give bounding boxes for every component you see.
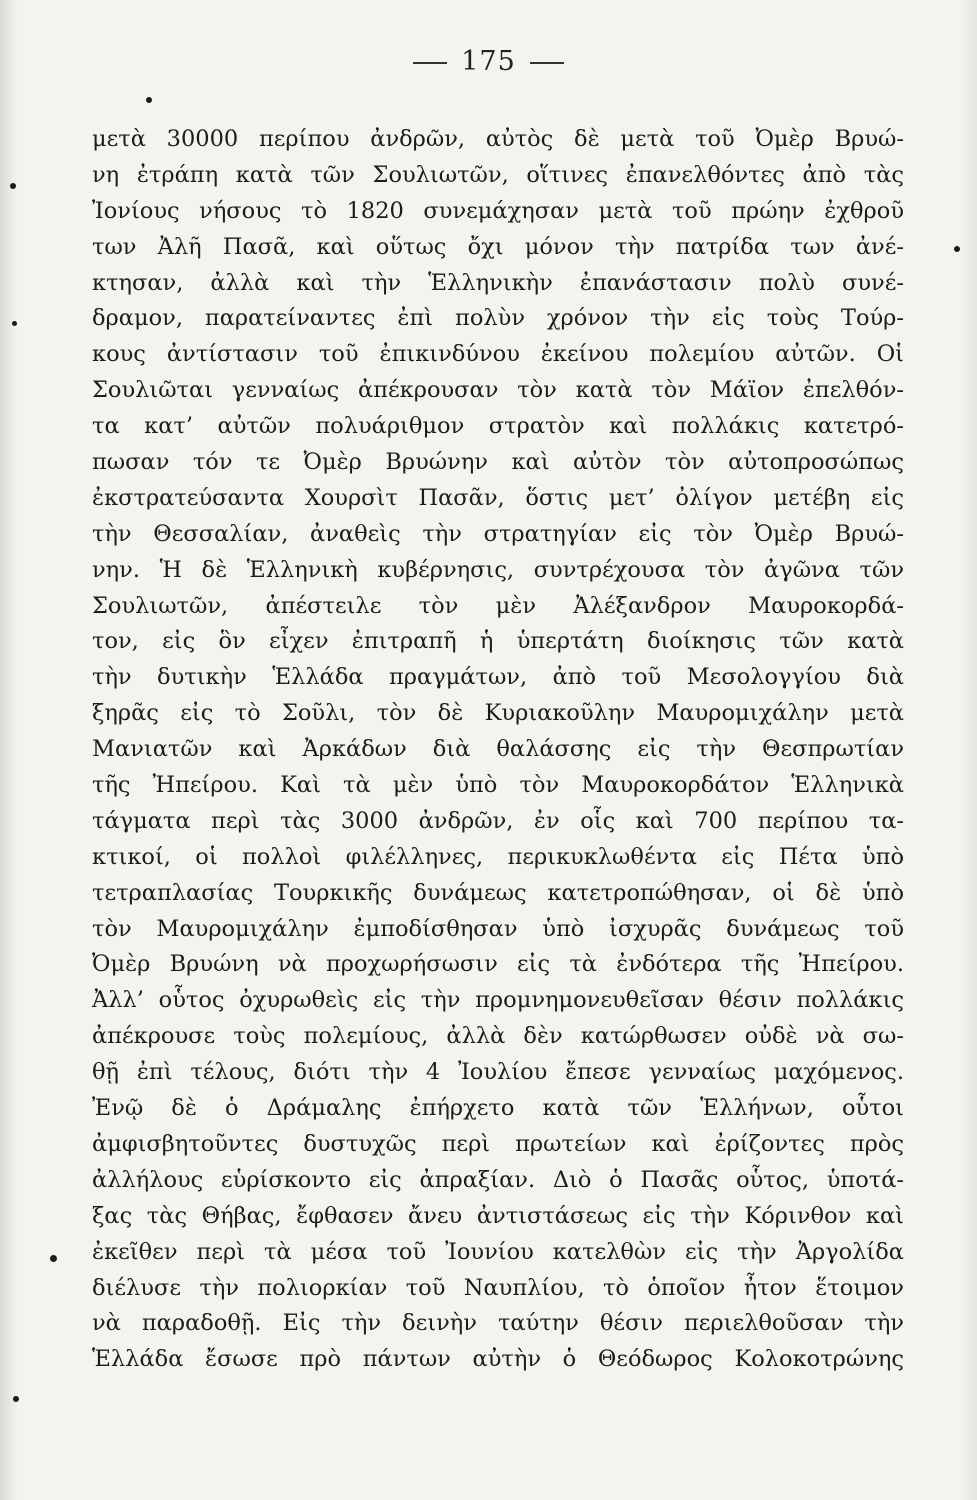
ink-speck [13, 1396, 19, 1402]
text-line: τα κατ’ αὐτῶν πολυάριθμον στρατὸν καὶ πολλάκις κατετρό- [92, 413, 904, 440]
text-line: Μανιατῶν καὶ Ἀρκάδων διὰ θαλάσσης εἰς τὴν Θεσπρωτίαν [92, 736, 904, 763]
header-dash-left [413, 62, 447, 64]
page-edge-shadow-left [0, 0, 18, 1500]
header-dash-right [530, 62, 564, 64]
text-line: Ἀλλ’ οὗτος ὀχυρωθεὶς εἰς τὴν προμνημονευθεῖσαν θέσιν πολλάκις [92, 987, 904, 1014]
text-line: διέλυσε τὴν πολιορκίαν τοῦ Ναυπλίου, τὸ ὁποῖον ἦτον ἕτοιμον [92, 1274, 904, 1301]
text-line: Ὀμὲρ Βρυώνη νὰ προχωρήσωσιν εἰς τὰ ἐνδότερα τῆς Ἠπείρου. [92, 951, 904, 978]
text-line: νη ἐτράπη κατὰ τῶν Σουλιωτῶν, οἵτινες ἐπανελθόντες ἀπὸ τὰς [92, 161, 904, 188]
ink-speck [954, 246, 960, 252]
ink-speck [12, 321, 17, 326]
page-number: 175 [461, 46, 516, 77]
text-line: ξας τὰς Θήβας, ἔφθασεν ἄνευ ἀντιστάσεως εἰς τὴν Κόρινθον καὶ [92, 1202, 904, 1229]
text-line: ἀπέκρουσε τοὺς πολεμίους, ἀλλὰ δὲν κατώρθωσεν οὐδὲ νὰ σω- [92, 1023, 904, 1050]
ink-speck [10, 183, 16, 189]
text-line: Σουλιωτῶν, ἀπέστειλε τὸν μὲν Ἀλέξανδρον Μαυροκορδά- [92, 592, 904, 619]
text-line: κτικοί, οἱ πολλοὶ φιλέλληνες, περικυκλωθέντα εἰς Πέτα ὑπὸ [92, 843, 904, 870]
page-header [0, 46, 977, 77]
text-line: τῆς Ἠπείρου. Καὶ τὰ μὲν ὑπὸ τὸν Μαυροκορδάτον Ἑλληνικὰ [92, 772, 904, 799]
text-line: νὰ παραδοθῇ. Εἰς τὴν δεινὴν ταύτην θέσιν περιελθοῦσαν τὴν [92, 1310, 904, 1337]
text-line: τὴν Θεσσαλίαν, ἀναθεὶς τὴν στρατηγίαν εἰς τὸν Ὀμὲρ Βρυώ- [92, 520, 904, 547]
text-line: Ἰονίους νήσους τὸ 1820 συνεμάχησαν μετὰ τοῦ πρώην ἐχθροῦ [92, 197, 904, 224]
text-line: κους ἀντίστασιν τοῦ ἐπικινδύνου ἐκείνου πολεμίου αὐτῶν. Οἱ [92, 341, 904, 368]
body-text [92, 122, 904, 1378]
text-line: δραμον, παρατείναντες ἐπὶ πολὺν χρόνον τὴν εἰς τοὺς Τούρ- [92, 305, 904, 332]
text-line: τετραπλασίας Τουρκικῆς δυνάμεως κατετροπώθησαν, οἱ δὲ ὑπὸ [92, 879, 904, 906]
text-line: ἀμφισβητοῦντες δυστυχῶς περὶ πρωτείων καὶ ἐρίζοντες πρὸς [92, 1130, 904, 1157]
text-line: νην. Ἡ δὲ Ἑλληνικὴ κυβέρνησις, συντρέχουσα τὸν ἀγῶνα τῶν [92, 556, 904, 583]
text-line: θῇ ἐπὶ τέλους, διότι τὴν 4 Ἰουλίου ἔπεσε γενναίως μαχόμενος. [92, 1059, 904, 1086]
text-line: των Ἀλῆ Πασᾶ, καὶ οὕτως ὄχι μόνον τὴν πατρίδα των ἀνέ- [92, 233, 904, 260]
text-line: ἐκεῖθεν περὶ τὰ μέσα τοῦ Ἰουνίου κατελθὼν εἰς τὴν Ἀργολίδα [92, 1238, 904, 1265]
text-line: πωσαν τόν τε Ὀμὲρ Βρυώνην καὶ αὐτὸν τὸν αὐτοπροσώπως [92, 449, 904, 476]
text-line: ἀλλήλους εὑρίσκοντο εἰς ἀπραξίαν. Διὸ ὁ Πασᾶς οὗτος, ὑποτά- [92, 1166, 904, 1193]
text-line: Σουλιῶται γενναίως ἀπέκρουσαν τὸν κατὰ τὸν Μάϊον ἐπελθόν- [92, 377, 904, 404]
text-line: ἐκστρατεύσαντα Χουρσὶτ Πασᾶν, ὅστις μετ’ ὀλίγον μετέβη εἰς [92, 484, 904, 511]
ink-speck [146, 97, 152, 103]
text-line: κτησαν, ἀλλὰ καὶ τὴν Ἑλληνικὴν ἐπανάστασιν πολὺ συνέ- [92, 269, 904, 296]
text-line: τὸν Μαυρομιχάλην ἐμποδίσθησαν ὑπὸ ἰσχυρᾶς δυνάμεως τοῦ [92, 915, 904, 942]
ink-speck [50, 1255, 57, 1262]
text-line: μετὰ 30000 περίπου ἀνδρῶν, αὐτὸς δὲ μετὰ τοῦ Ὀμὲρ Βρυώ- [92, 126, 904, 152]
text-line: τάγματα περὶ τὰς 3000 ἀνδρῶν, ἐν οἷς καὶ 700 περίπου τα- [92, 807, 904, 834]
text-line: τὴν δυτικὴν Ἑλλάδα πραγμάτων, ἀπὸ τοῦ Μεσολογγίου διὰ [92, 664, 904, 691]
text-line: τον, εἰς ὃν εἶχεν ἐπιτραπῆ ἡ ὑπερτάτη διοίκησις τῶν κατὰ [92, 628, 904, 655]
text-line: Ἑλλάδα ἔσωσε πρὸ πάντων αὐτὴν ὁ Θεόδωρος Κολοκοτρώνης [92, 1346, 904, 1373]
page-edge-shadow-right [959, 0, 977, 1500]
text-line: ξηρᾶς εἰς τὸ Σοῦλι, τὸν δὲ Κυριακοῦλην Μαυρομιχάλην μετὰ [92, 700, 904, 727]
text-line: Ἐνῷ δὲ ὁ Δράμαλης ἐπήρχετο κατὰ τῶν Ἑλλήνων, οὗτοι [92, 1095, 904, 1122]
